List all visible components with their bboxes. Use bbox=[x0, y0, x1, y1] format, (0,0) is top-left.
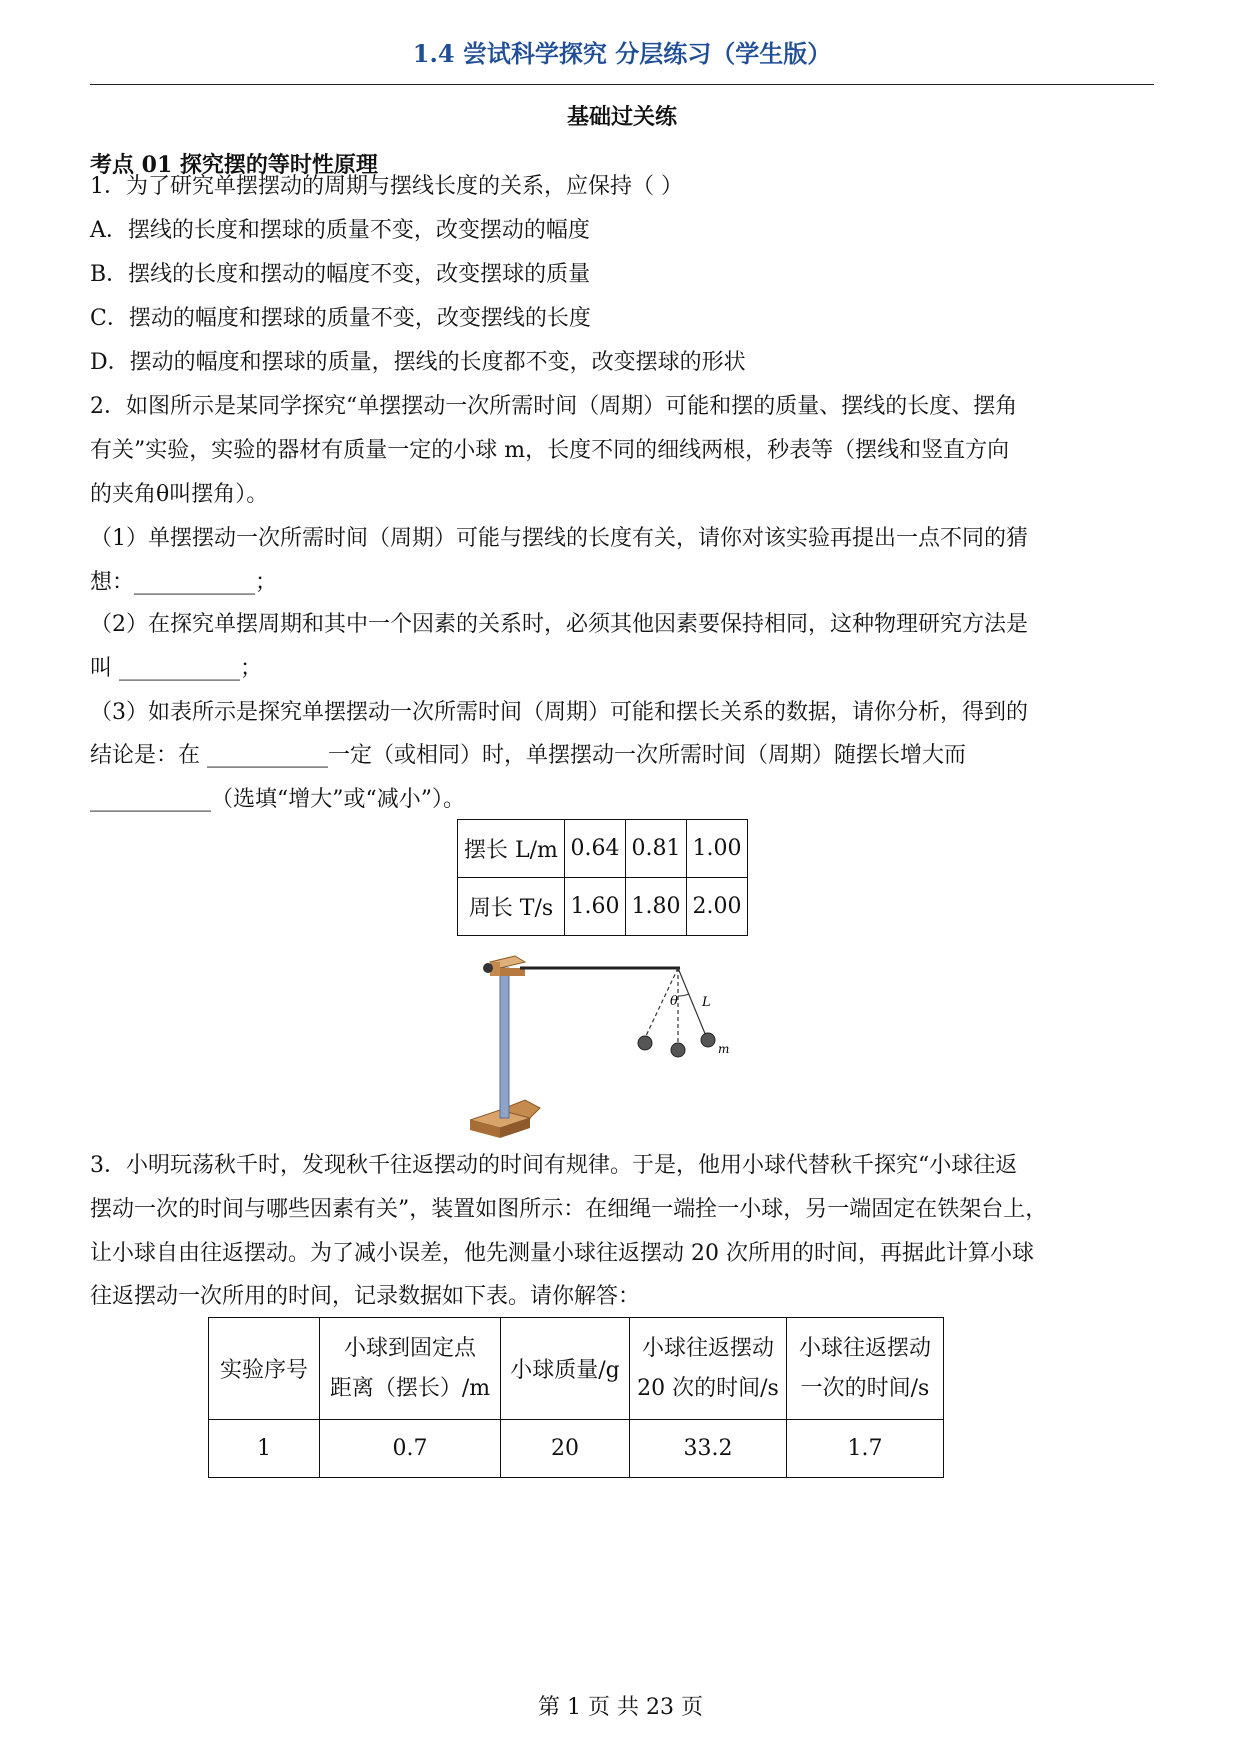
header-text: 小球到固定点 bbox=[343, 1335, 476, 1361]
q3-line: 3．小明玩荡秋千时，发现秋千往返摆动的时间有规律。于是，他用小球代替秋千探究“小球往返 bbox=[90, 1153, 1018, 1178]
header-text: 小球往返摆动 bbox=[798, 1335, 931, 1361]
table-row-label: 摆长 L/m bbox=[458, 820, 565, 878]
experiment-table bbox=[208, 1317, 944, 1478]
table-cell: 1.60 bbox=[565, 878, 626, 936]
table-header bbox=[787, 1318, 944, 1420]
section-title: 基础过关练 bbox=[566, 104, 677, 130]
table-row-label: 周长 T/s bbox=[458, 878, 565, 936]
q2-line: 叫 ___________； bbox=[90, 656, 262, 681]
ball-right bbox=[701, 1033, 715, 1047]
header-text: 20 次的时间/s bbox=[637, 1375, 779, 1401]
q1-option-c: C．摆动的幅度和摆球的质量不变，改变摆线的长度 bbox=[90, 306, 591, 331]
header-text: 小球质量/g bbox=[510, 1358, 620, 1383]
table-cell: 1.80 bbox=[626, 878, 687, 936]
table-header bbox=[320, 1318, 501, 1420]
q2-line: 有关”实验，实验的器材有质量一定的小球 m，长度不同的细线两根，秒表等（摆线和竖直方向 bbox=[90, 438, 1010, 463]
q3-line: 摆动一次的时间与哪些因素有关”，装置如图所示：在细绳一端拴一小球，另一端固定在铁架台上， bbox=[90, 1197, 1048, 1222]
table-cell: 0.81 bbox=[626, 820, 687, 878]
table-cell: 33.2 bbox=[630, 1420, 787, 1478]
q1-option-d: D．摆动的幅度和摆球的质量，摆线的长度都不变，改变摆球的形状 bbox=[90, 350, 746, 375]
theta-label: θ bbox=[670, 994, 678, 1009]
q2-line: 想：___________； bbox=[90, 570, 278, 595]
q2-line: （2）在探究单摆周期和其中一个因素的关系时，必须其他因素要保持相同，这种物理研究方法是 bbox=[90, 612, 1029, 637]
clamp-screw-icon bbox=[483, 963, 493, 973]
topic-heading: 考点 01 探究摆的等时性原理 bbox=[90, 152, 378, 178]
q2-line: （1）单摆摆动一次所需时间（周期）可能与摆线的长度有关，请你对该实验再提出一点不同的猜 bbox=[90, 526, 1029, 551]
q3-line: 往返摆动一次所用的时间，记录数据如下表。请你解答： bbox=[90, 1284, 641, 1309]
q2-line: ___________（选填“增大”或“减小”）。 bbox=[90, 787, 465, 812]
table-cell: 1 bbox=[209, 1420, 320, 1478]
pendulum-figure bbox=[470, 950, 770, 1140]
q2-line: 2．如图所示是某同学探究“单摆摆动一次所需时间（周期）可能和摆的质量、摆线的长度、摆角 bbox=[90, 394, 1018, 419]
header-text: 一次的时间/s bbox=[800, 1375, 930, 1401]
table-header bbox=[209, 1318, 320, 1420]
table-cell: 0.64 bbox=[565, 820, 626, 878]
pendulum-length-table bbox=[457, 819, 748, 936]
header-text: 小球往返摆动 bbox=[641, 1335, 774, 1361]
table-row bbox=[458, 878, 748, 936]
table-cell: 20 bbox=[501, 1420, 630, 1478]
ball-left bbox=[638, 1036, 652, 1050]
q3-line: 让小球自由往返摆动。为了减小误差，他先测量小球往返摆动 20 次所用的时间，再据此计算小球 bbox=[90, 1241, 1034, 1266]
q1-option-b: B．摆线的长度和摆动的幅度不变，改变摆球的质量 bbox=[90, 262, 591, 287]
ball-center bbox=[671, 1043, 685, 1057]
table-header bbox=[630, 1318, 787, 1420]
header-title: 1.4 尝试科学探究 分层练习（学生版） bbox=[412, 39, 832, 68]
q1-stem: 1．为了研究单摆摆动的周期与摆线长度的关系，应保持（ ） bbox=[90, 174, 683, 199]
page-footer: 第 1 页 共 23 页 bbox=[538, 1695, 703, 1720]
table-row bbox=[458, 820, 748, 878]
angle-arc bbox=[678, 994, 689, 996]
length-label: L bbox=[702, 995, 711, 1010]
header-text: 实验序号 bbox=[219, 1358, 308, 1383]
q2-line: （3）如表所示是探究单摆摆动一次所需时间（周期）可能和摆长关系的数据，请你分析，得到的 bbox=[90, 700, 1029, 725]
table-header-row bbox=[209, 1318, 944, 1420]
table-header bbox=[501, 1318, 630, 1420]
q2-line: 结论是：在 ___________一定（或相同）时，单摆摆动一次所需时间（周期）随摆长增大而 bbox=[90, 743, 966, 768]
header-divider bbox=[90, 84, 1154, 85]
mass-label: m bbox=[718, 1042, 730, 1056]
table-row bbox=[209, 1420, 944, 1478]
q1-option-a: A．摆线的长度和摆球的质量不变，改变摆动的幅度 bbox=[90, 218, 590, 243]
table-cell: 1.7 bbox=[787, 1420, 944, 1478]
table-cell: 1.00 bbox=[687, 820, 748, 878]
stand-pole bbox=[500, 968, 509, 1118]
header-text: 距离（摆长）/m bbox=[329, 1375, 491, 1401]
table-cell: 2.00 bbox=[687, 878, 748, 936]
q2-line: 的夹角θ叫摆角）。 bbox=[90, 482, 269, 507]
table-cell: 0.7 bbox=[320, 1420, 501, 1478]
